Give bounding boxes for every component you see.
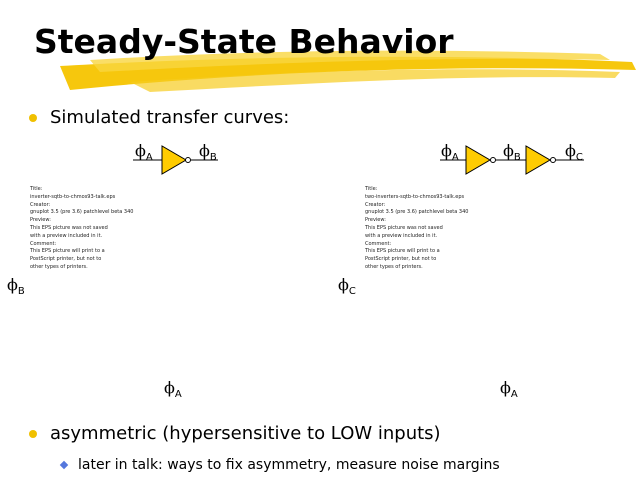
left-gate-output-label: $\phi_B$	[199, 141, 217, 164]
page-title: Steady-State Behavior	[34, 22, 454, 61]
right-gate-input-label: $\phi_A$	[441, 141, 459, 164]
bullet-asymmetric: asymmetric (hypersensitive to LOW inputs)	[50, 423, 441, 444]
sub-bullet-later-in-talk: later in talk: ways to fix asymmetry, measure noise margins	[78, 457, 500, 473]
bullet-dot	[29, 430, 37, 438]
left-x-axis-label: $\phi_A$	[164, 378, 182, 401]
bullet-simulated-curves: Simulated transfer curves:	[50, 107, 290, 128]
left-gate-input-label: $\phi_A$	[135, 141, 153, 164]
left-eps-placeholder: Title: inverter-sqtb-to-chmos93-talk.eps Creator: gnuplot 3.5 (pre 3.6) patchlevel beta 340 Preview: This EPS picture was not saved with a preview included in it. Comment: This EPS picture will print to a PostScript printer, but not to other types of printers.	[30, 186, 134, 270]
right-eps-placeholder: Title: two-inverters-sqtb-to-chmos93-talk.eps Creator: gnuplot 3.5 (pre 3.6) patchlevel beta 340 Preview: This EPS picture was not saved with a preview included in it. Comment: This EPS picture will print to a PostScript printer, but not to other types of printers.	[365, 186, 469, 270]
right-x-axis-label: $\phi_A$	[500, 378, 518, 401]
right-gate-mid-label: $\phi_B$	[503, 141, 521, 164]
left-y-axis-label: $\phi_B$	[7, 275, 25, 298]
right-gate-output-label: $\phi_C$	[565, 141, 583, 164]
right-y-axis-label: $\phi_C$	[338, 275, 356, 298]
